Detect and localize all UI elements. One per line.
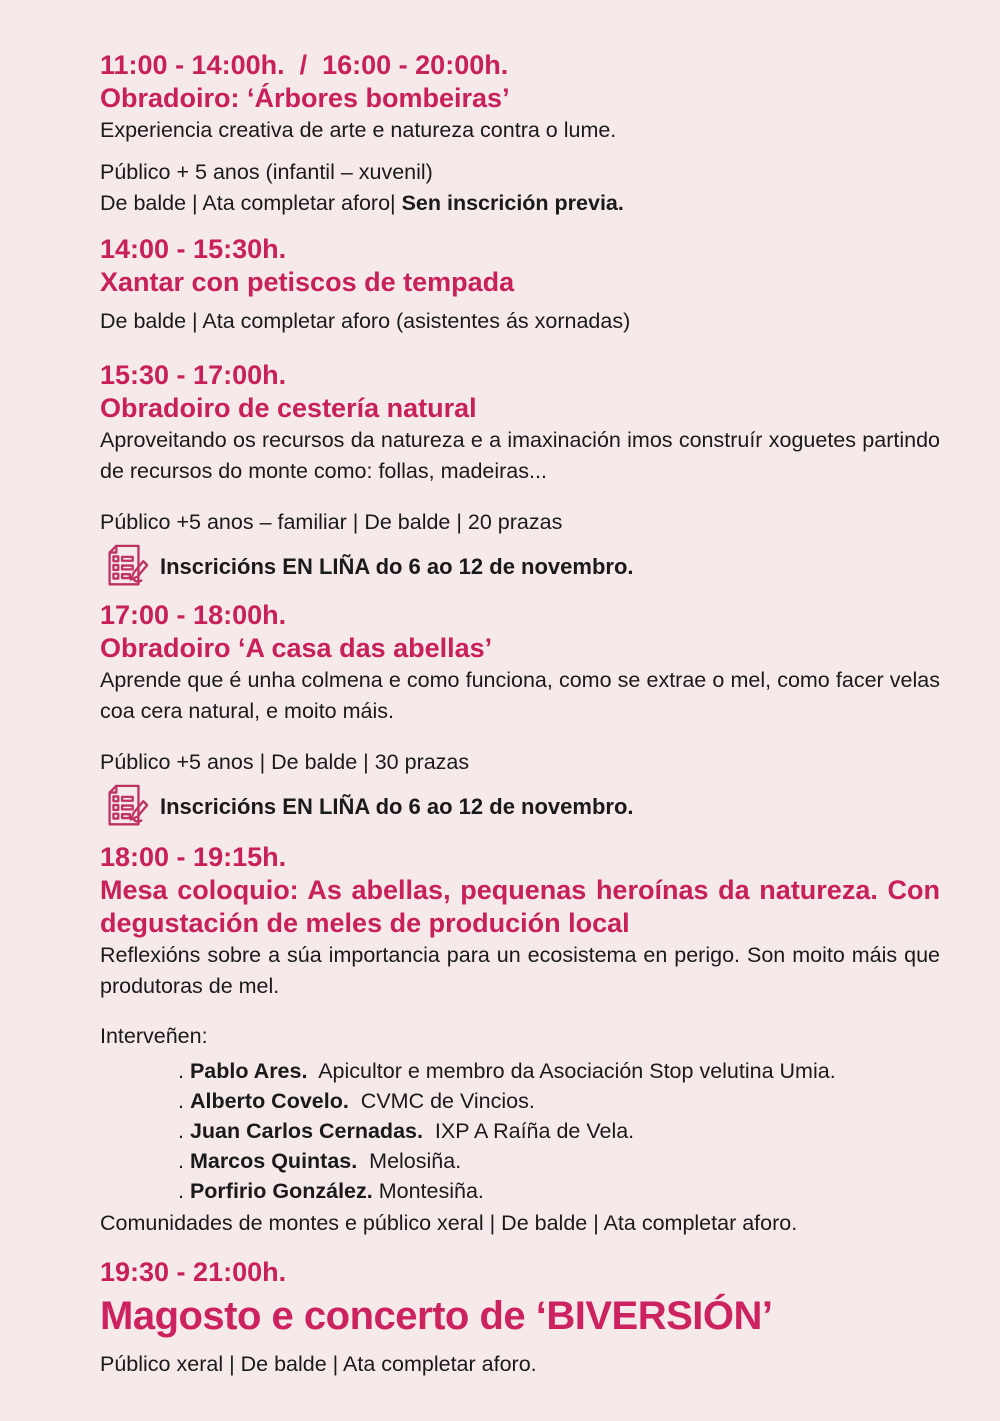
speaker-role: Montesiña. xyxy=(372,1179,484,1203)
event-conditions xyxy=(100,188,940,219)
speaker-role: CVMC de Vincios. xyxy=(348,1089,535,1113)
event-title: Xantar con petiscos de tempada xyxy=(100,267,515,297)
form-with-pen-icon xyxy=(100,542,150,592)
speaker-bullet: . xyxy=(178,1179,190,1203)
event-title: Obradoiro ‘A casa das abellas’ xyxy=(100,633,493,663)
speaker-bullet: . xyxy=(178,1059,190,1083)
event-conditions: De balde | Ata completar aforo (asistentes ás xornadas) xyxy=(100,309,631,333)
event-time: 17:00 - 18:00h. xyxy=(100,600,287,630)
speaker-item xyxy=(178,1146,940,1176)
event-title: Obradoiro de cestería natural xyxy=(100,393,477,423)
event-description: Experiencia creativa de arte e natureza contra o lume. xyxy=(100,118,617,142)
event-title: Mesa coloquio: As abellas, pequenas heroínas da natureza. Con degustación de meles de produción local xyxy=(100,875,940,938)
speaker-bullet: . xyxy=(178,1089,190,1113)
speaker-item xyxy=(178,1056,940,1086)
event-time: 19:30 - 21:00h. xyxy=(100,1257,287,1287)
event-time: 15:30 - 17:00h. xyxy=(100,360,287,390)
section-obradoiro-arbores xyxy=(100,49,940,219)
event-title: Obradoiro: ‘Árbores bombeiras’ xyxy=(100,83,510,113)
inscription-text: Inscricións EN LIÑA do 6 ao 12 de novembro. xyxy=(160,794,634,819)
inscription-row xyxy=(100,541,940,593)
event-description: Aprende que é unha colmena e como funciona, como se extrae o mel, como facer velas coa cera natural, e moito máis. xyxy=(100,668,940,723)
event-title: Magosto e concerto de ‘BIVERSIÓN’ xyxy=(100,1294,773,1338)
event-time: 18:00 - 19:15h. xyxy=(100,842,287,872)
event-audience: Público +5 anos – familiar | De balde | 20 prazas xyxy=(100,510,563,534)
event-description: Reflexións sobre a súa importancia para un ecosistema en perigo. Son moito máis que produtoras de mel. xyxy=(100,943,940,998)
event-time: 14:00 - 15:30h. xyxy=(100,234,287,264)
speaker-name: Juan Carlos Cernadas. xyxy=(189,1119,423,1143)
speakers-list xyxy=(100,1056,940,1206)
section-xantar xyxy=(100,233,940,337)
section-casa-abellas xyxy=(100,599,940,833)
section-mesa-coloquio xyxy=(100,841,940,1239)
event-audience: Público +5 anos | De balde | 30 prazas xyxy=(100,750,470,774)
event-time: 11:00 - 14:00h. / 16:00 - 20:00h. xyxy=(100,50,509,80)
speakers-intro: Interveñen: xyxy=(100,1024,208,1048)
speaker-name: Pablo Ares. xyxy=(189,1059,308,1083)
conditions-bold-text: Sen inscrición previa. xyxy=(401,191,624,215)
inscription-text: Inscricións EN LIÑA do 6 ao 12 de novembro. xyxy=(160,554,634,579)
speaker-role: IXP A Raíña de Vela. xyxy=(422,1119,635,1143)
conditions-text: De balde | Ata completar aforo| xyxy=(100,191,402,215)
speaker-role: Apicultor e membro da Asociación Stop velutina Umia. xyxy=(307,1059,836,1083)
event-conditions: Comunidades de montes e público xeral | De balde | Ata completar aforo. xyxy=(100,1211,798,1235)
inscription-row xyxy=(100,781,940,833)
speaker-name: Porfirio González. xyxy=(189,1179,373,1203)
section-magosto xyxy=(100,1256,940,1380)
event-description: Aproveitando os recursos da natureza e a imaxinación imos construír xoguetes partindo de recursos do monte como: follas, madeiras... xyxy=(100,428,940,483)
speaker-item xyxy=(178,1116,940,1146)
form-with-pen-icon xyxy=(100,782,150,832)
speaker-item xyxy=(178,1086,940,1116)
speaker-name: Marcos Quintas. xyxy=(189,1149,358,1173)
section-cesteria xyxy=(100,359,940,593)
event-audience: Público + 5 anos (infantil – xuvenil) xyxy=(100,160,433,184)
speaker-name: Alberto Covelo. xyxy=(189,1089,349,1113)
speaker-bullet: . xyxy=(178,1149,190,1173)
event-conditions: Público xeral | De balde | Ata completar aforo. xyxy=(100,1352,537,1376)
speaker-role: Melosiña. xyxy=(357,1149,462,1173)
speaker-item xyxy=(178,1176,940,1206)
speaker-bullet: . xyxy=(178,1119,190,1143)
